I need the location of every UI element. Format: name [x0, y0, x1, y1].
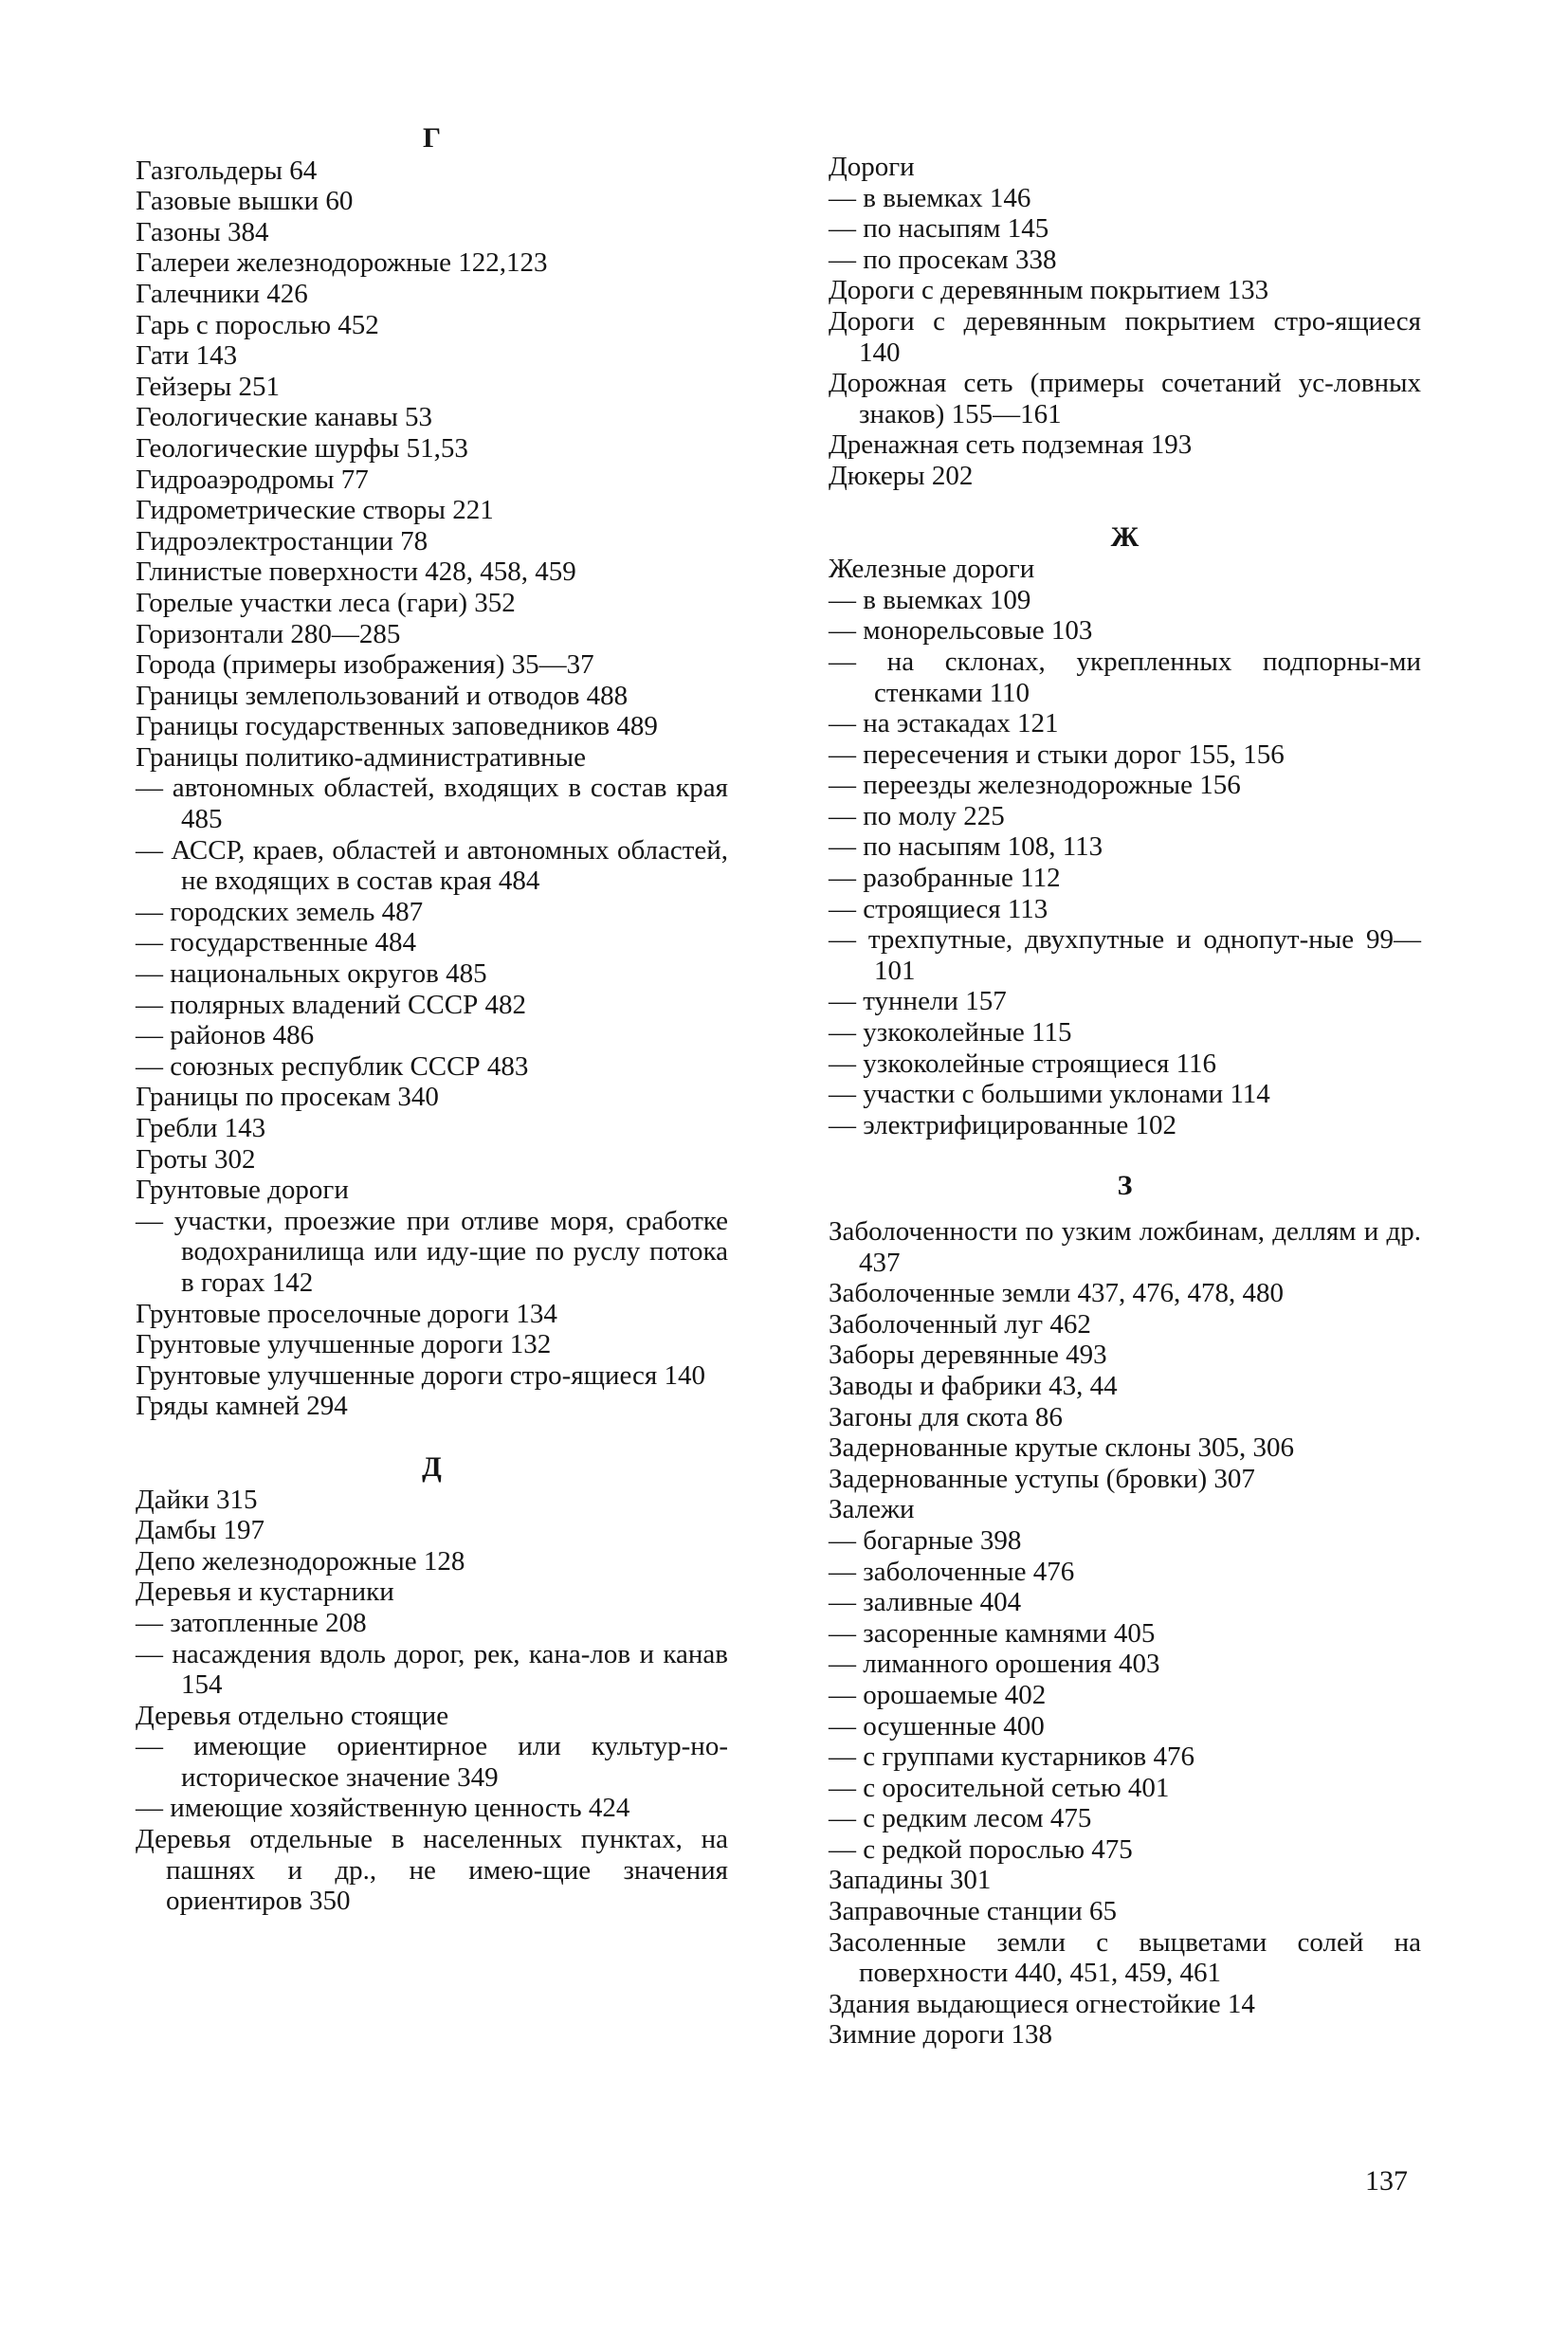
index-subentry: — переезды железнодорожные 156: [829, 770, 1241, 801]
index-entry: Дороги с деревянным покрытием 133: [829, 275, 1269, 306]
index-entry: Гати 143: [136, 340, 238, 372]
index-entry: Гидрометрические створы 221: [136, 495, 494, 526]
index-entry: Дайки 315: [136, 1484, 258, 1515]
index-entry: Глинистые поверхности 428, 458, 459: [136, 556, 576, 588]
index-subentry: — строящиеся 113: [829, 893, 1048, 924]
index-subentry: — затопленные 208: [136, 1607, 367, 1638]
index-subentry: — участки с большими уклонами 114: [829, 1079, 1270, 1110]
index-entry: Деревья отдельно стоящие: [136, 1700, 449, 1731]
index-entry: Заборы деревянные 493: [829, 1340, 1107, 1371]
index-entry: Горизонтали 280—285: [136, 618, 401, 649]
index-subentry: — осушенные 400: [829, 1710, 1045, 1741]
section-z-entries: [829, 1216, 1421, 2051]
index-entry: Галечники 426: [136, 278, 308, 309]
index-entry: Границы по просекам 340: [136, 1082, 439, 1113]
index-subentry: — насаждения вдоль дорог, рек, кана-лов и канав 154: [136, 1638, 728, 1701]
index-subentry: — в выемках 146: [829, 182, 1031, 213]
index-subentry: — засоренные камнями 405: [829, 1617, 1156, 1649]
index-entry: Газоны 384: [136, 216, 269, 247]
index-entry: Депо железнодорожные 128: [136, 1545, 465, 1577]
section-gap: [829, 1203, 1421, 1216]
index-entry: Загоны для скота 86: [829, 1401, 1063, 1432]
index-entry: Гряды камней 294: [136, 1391, 348, 1422]
index-entry: Деревья и кустарники: [136, 1577, 394, 1608]
index-subentry: — электрифицированные 102: [829, 1109, 1176, 1140]
index-entry: Заправочные станции 65: [829, 1896, 1117, 1927]
index-entry: Геологические шурфы 51,53: [136, 432, 468, 464]
section-heading-d: Д: [422, 1450, 442, 1483]
index-entry: Дороги с деревянным покрытием стро-ящиеся 140: [829, 305, 1421, 368]
section-d-entries: [136, 1485, 728, 1917]
index-entry: Гарь с порослью 452: [136, 309, 379, 340]
index-entry: Дюкеры 202: [829, 460, 974, 491]
index-subentry: — пересечения и стыки дорог 155, 156: [829, 738, 1285, 770]
index-subentry: — орошаемые 402: [829, 1679, 1047, 1710]
index-subentry: — узкоколейные 115: [829, 1017, 1072, 1048]
index-entry: Геологические канавы 53: [136, 402, 433, 433]
index-entry: Залежи: [829, 1494, 915, 1525]
index-entry: Дренажная сеть подземная 193: [829, 429, 1193, 461]
index-entry: Дамбы 197: [136, 1515, 264, 1546]
index-entry: Здания выдающиеся огнестойкие 14: [829, 1988, 1255, 2019]
index-subentry: — богарные 398: [829, 1524, 1022, 1556]
index-subentry: — районов 486: [136, 1020, 315, 1051]
index-subentry: — по просекам 338: [829, 244, 1057, 275]
index-entry: Гидроаэродромы 77: [136, 464, 369, 495]
index-subentry: — лиманного орошения 403: [829, 1649, 1160, 1680]
index-entry: Заболоченный луг 462: [829, 1308, 1091, 1340]
index-entry: Галереи железнодорожные 122,123: [136, 247, 548, 279]
index-entry: Грунтовые проселочные дороги 134: [136, 1298, 557, 1329]
section-gap: [136, 1422, 728, 1452]
index-subentry: — по молу 225: [829, 800, 1005, 831]
index-entry: Гребли 143: [136, 1113, 266, 1143]
index-entry: Границы политико-административные: [136, 741, 587, 773]
section-gap: [829, 492, 1421, 522]
index-entry: Границы государственных заповедников 489: [136, 711, 658, 742]
index-entry: Засоленные земли с выцветами солей на поверхности 440, 451, 459, 461: [829, 1926, 1421, 1989]
index-subentry: — по насыпям 145: [829, 213, 1049, 245]
index-entry: Гидроэлектростанции 78: [136, 525, 428, 556]
index-entry: Газовые вышки 60: [136, 186, 354, 217]
index-subentry: — имеющие ориентирное или культур-но-историческое значение 349: [136, 1731, 728, 1793]
index-subentry: — туннели 157: [829, 986, 1007, 1017]
right-column: [829, 152, 1421, 2051]
index-subentry: — заливные 404: [829, 1587, 1022, 1618]
index-subentry: — узкоколейные строящиеся 116: [829, 1048, 1217, 1079]
index-subentry: — разобранные 112: [829, 863, 1061, 894]
section-heading-zh: Ж: [1110, 520, 1140, 553]
index-entry: Заболоченности по узким ложбинам, деллям и др. 437: [829, 1216, 1421, 1278]
index-entry: Границы землепользований и отводов 488: [136, 680, 629, 711]
index-subentry: — монорельсовые 103: [829, 615, 1093, 647]
index-subentry: — с редкой порослью 475: [829, 1833, 1133, 1865]
index-entry: Гейзеры 251: [136, 371, 281, 402]
index-subentry: — с редким лесом 475: [829, 1803, 1092, 1834]
index-subentry: — имеющие хозяйственную ценность 424: [136, 1793, 630, 1824]
left-column: [136, 123, 728, 1917]
index-entry: Железные дороги: [829, 554, 1035, 585]
index-subentry: — АССР, краев, областей и автономных областей, не входящих в состав края 484: [136, 834, 728, 897]
index-subentry: — трехпутные, двухпутные и однопут-ные 99—101: [829, 924, 1421, 986]
index-entry: Грунтовые дороги: [136, 1175, 349, 1206]
index-subentry: — в выемках 109: [829, 584, 1031, 615]
index-entry: Задернованные крутые склоны 305, 306: [829, 1432, 1295, 1464]
index-entry: Гроты 302: [136, 1143, 256, 1175]
index-entry: Западины 301: [829, 1865, 992, 1896]
index-subentry: — по насыпям 108, 113: [829, 831, 1103, 863]
index-entry: Города (примеры изображения) 35—37: [136, 649, 594, 681]
index-subentry: — национальных округов 485: [136, 958, 487, 990]
index-subentry: — городских земель 487: [136, 896, 424, 927]
index-entry: Заводы и фабрики 43, 44: [829, 1370, 1118, 1401]
section-d-continued-entries: [829, 152, 1421, 492]
section-heading-z: З: [1117, 1170, 1133, 1202]
index-subentry: — союзных республик СССР 483: [136, 1050, 529, 1082]
index-entry: Деревья отдельные в населенных пунктах, на пашнях и др., не имею-щие значения ориентиров 350: [136, 1824, 728, 1917]
index-subentry: — на эстакадах 121: [829, 708, 1059, 739]
index-subentry: — заболоченные 476: [829, 1556, 1075, 1587]
section-heading-g: Г: [422, 122, 442, 154]
index-entry: Задернованные уступы (бровки) 307: [829, 1463, 1255, 1494]
index-subentry: — участки, проезжие при отливе моря, сработке водохранилища или иду-щие по руслу потока в горах 142: [136, 1205, 728, 1298]
index-entry: Горелые участки леса (гари) 352: [136, 587, 516, 618]
index-entry: Дорожная сеть (примеры сочетаний ус-ловных знаков) 155—161: [829, 368, 1421, 429]
index-entry: Заболоченные земли 437, 476, 478, 480: [829, 1278, 1285, 1309]
index-subentry: — на склонах, укрепленных подпорны-ми стенками 110: [829, 646, 1421, 708]
index-subentry: — государственные 484: [136, 927, 417, 958]
index-subentry: — автономных областей, входящих в состав края 485: [136, 773, 728, 835]
index-subentry: — с оросительной сетью 401: [829, 1772, 1170, 1803]
page-number: 137: [1365, 2165, 1408, 2197]
index-entry: Грунтовые улучшенные дороги 132: [136, 1329, 552, 1360]
index-subentry: — с группами кустарников 476: [829, 1741, 1194, 1773]
index-entry: Дороги: [829, 152, 915, 182]
section-g-entries: [136, 155, 728, 1422]
index-subentry: — полярных владений СССР 482: [136, 989, 526, 1020]
index-entry: Грунтовые улучшенные дороги стро-ящиеся 140: [136, 1359, 706, 1391]
section-zh-entries: [829, 554, 1421, 1140]
index-entry: Газгольдеры 64: [136, 155, 318, 186]
section-gap: [829, 1140, 1421, 1171]
index-entry: Зимние дороги 138: [829, 2019, 1052, 2051]
